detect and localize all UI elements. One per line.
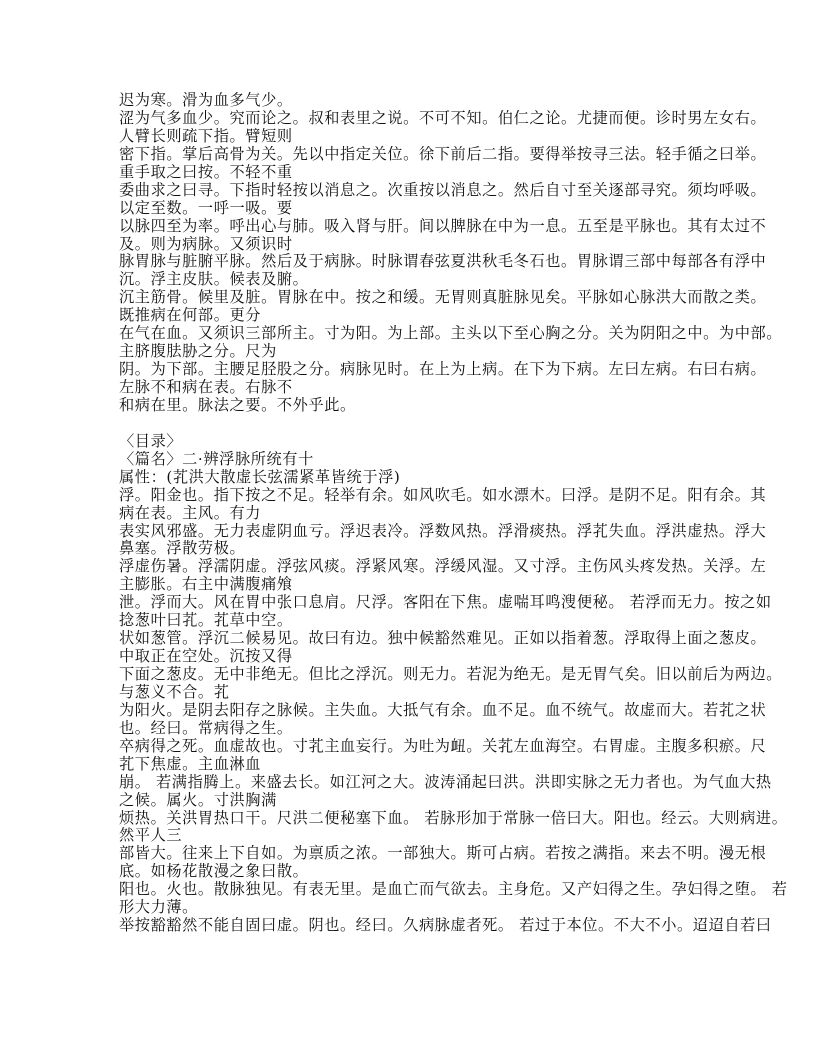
text-line: 泄。浮而大。风在胃中张口息肩。尺浮。客阳在下焦。虚喘耳鸣溲便秘。 若浮而无力。按之如 [119, 593, 772, 612]
text-line: 捻葱叶曰芤。芤草中空。 [119, 611, 293, 630]
text-line: 沉。浮主皮肤。候表及腑。 [119, 270, 309, 289]
text-line: 密下指。掌后高骨为关。先以中指定关位。徐下前后二指。要得举按寻三法。轻手循之曰举。 [119, 144, 767, 163]
text-line: 病在表。主风。有力 [119, 503, 262, 522]
text-line: 然平人三 [119, 826, 183, 845]
text-line: 沉主筋骨。候里及脏。胃脉在中。按之和缓。无胃则真脏脉见矣。平脉如心脉洪大而散之类。 [119, 288, 767, 307]
attribute-line: 属性：(芤洪大散虚长弦濡紧革皆统于浮) [119, 467, 401, 486]
chapter-title: 〈篇名〉二·辨浮脉所统有十 [119, 449, 314, 468]
text-line: 人臂长则疏下指。臂短则 [119, 126, 293, 145]
toc-label: 〈目录〉 [119, 431, 183, 450]
text-line: 脉胃脉与脏腑平脉。然后及于病脉。时脉谓春弦夏洪秋毛冬石也。胃脉谓三部中每部各有浮中 [119, 252, 767, 271]
text-line: 卒病得之死。血虚故也。寸芤主血妄行。为吐为衄。关芤左血海空。右胃虚。主腹多积瘀。尺 [119, 736, 767, 755]
text-line: 重手取之曰按。不轻不重 [119, 162, 293, 181]
text-line: 鼻塞。浮散劳极。 [119, 539, 246, 558]
text-line: 迟为寒。滑为血多气少。 [119, 91, 293, 109]
text-line: 表实风邪盛。无力表虚阴血亏。浮迟表冷。浮数风热。浮滑痰热。浮芤失血。浮洪虚热。浮大 [119, 521, 767, 540]
text-line: 委曲求之曰寻。下指时轻按以消息之。次重按以消息之。然后自寸至关逐部寻究。须均呼吸。 [119, 180, 767, 199]
paragraph-spacer [119, 415, 709, 433]
text-line: 崩。 若满指腾上。来盛去长。如江河之大。波涛涌起曰洪。洪即实脉之无力者也。为气血大热 [119, 772, 772, 791]
text-line: 形大力薄。 [119, 898, 198, 917]
text-line: 主脐腹胠胁之分。尺为 [119, 342, 277, 361]
text-line: 以定至数。一呼一吸。要 [119, 198, 293, 217]
text-line: 中取正在空处。沉按又得 [119, 647, 293, 666]
text-line: 及。则为病脉。又须识时 [119, 234, 293, 253]
text-line: 以脉四至为率。呼出心与肺。吸入肾与肝。间以脾脉在中为一息。五至是平脉也。其有太过不 [119, 216, 767, 235]
section-pulse-method [119, 91, 783, 415]
document-page [119, 91, 788, 935]
text-line: 与葱义不合。芤 [119, 682, 230, 701]
text-line: 部皆大。往来上下自如。为禀质之浓。一部独大。斯可占病。若按之满指。来去不明。漫无根 [119, 844, 767, 863]
section-floating-pulse [119, 485, 788, 935]
text-line: 底。如杨花散漫之象曰散。 [119, 862, 309, 881]
text-line: 阴。为下部。主腰足胫股之分。病脉见时。在上为上病。在下为下病。左曰左病。右曰右病。 [119, 360, 767, 379]
text-line: 芤下焦虚。主血淋血 [119, 754, 262, 773]
text-line: 浮虚伤暑。浮濡阴虚。浮弦风痰。浮紧风寒。浮缓风湿。又寸浮。主伤风头疼发热。关浮。左 [119, 557, 767, 576]
text-line: 为阳火。是阴去阳存之脉候。主失血。大抵气有余。血不足。血不统气。故虚而大。若芤之状 [119, 700, 767, 719]
text-line: 浮。阳金也。指下按之不足。轻举有余。如风吹毛。如水漂木。曰浮。是阴不足。阳有余。其 [119, 485, 767, 504]
text-line: 和病在里。脉法之要。不外乎此。 [119, 395, 356, 414]
text-line: 涩为气多血少。究而论之。叔和表里之说。不可不知。伯仁之论。尤捷而便。诊时男左女右。 [119, 108, 767, 127]
text-line: 左脉不和病在表。右脉不 [119, 378, 293, 396]
text-line: 主膨胀。右主中满腹痛飧 [119, 575, 293, 594]
text-line: 之候。属火。寸洪胸满 [119, 790, 277, 809]
text-line: 烦热。关洪胃热口干。尺洪二便秘塞下血。 若脉形加于常脉一倍曰大。阳也。经云。大则病进。 [119, 808, 788, 827]
text-line: 阳也。火也。散脉独见。有表无里。是血亡而气欲去。主身危。又产妇得之生。孕妇得之堕。 若 [119, 880, 788, 899]
text-line: 下面之葱皮。无中非绝无。但比之浮沉。则无力。若泥为绝无。是无胃气矣。旧以前后为两边。 [119, 665, 783, 683]
text-line: 举按豁豁然不能自固曰虚。阴也。经曰。久病脉虚者死。 若过于本位。不大不小。迢迢自若曰 [119, 916, 772, 935]
text-line: 状如葱管。浮沉二候易见。故曰有边。独中候豁然难见。正如以指着葱。浮取得上面之葱皮。 [119, 629, 767, 648]
text-line: 在气在血。又须识三部所主。寸为阳。为上部。主头以下至心胸之分。关为阴阳之中。为中部。 [119, 324, 783, 343]
text-line: 也。经曰。常病得之生。 [119, 718, 293, 737]
text-line: 既推病在何部。更分 [119, 306, 262, 325]
